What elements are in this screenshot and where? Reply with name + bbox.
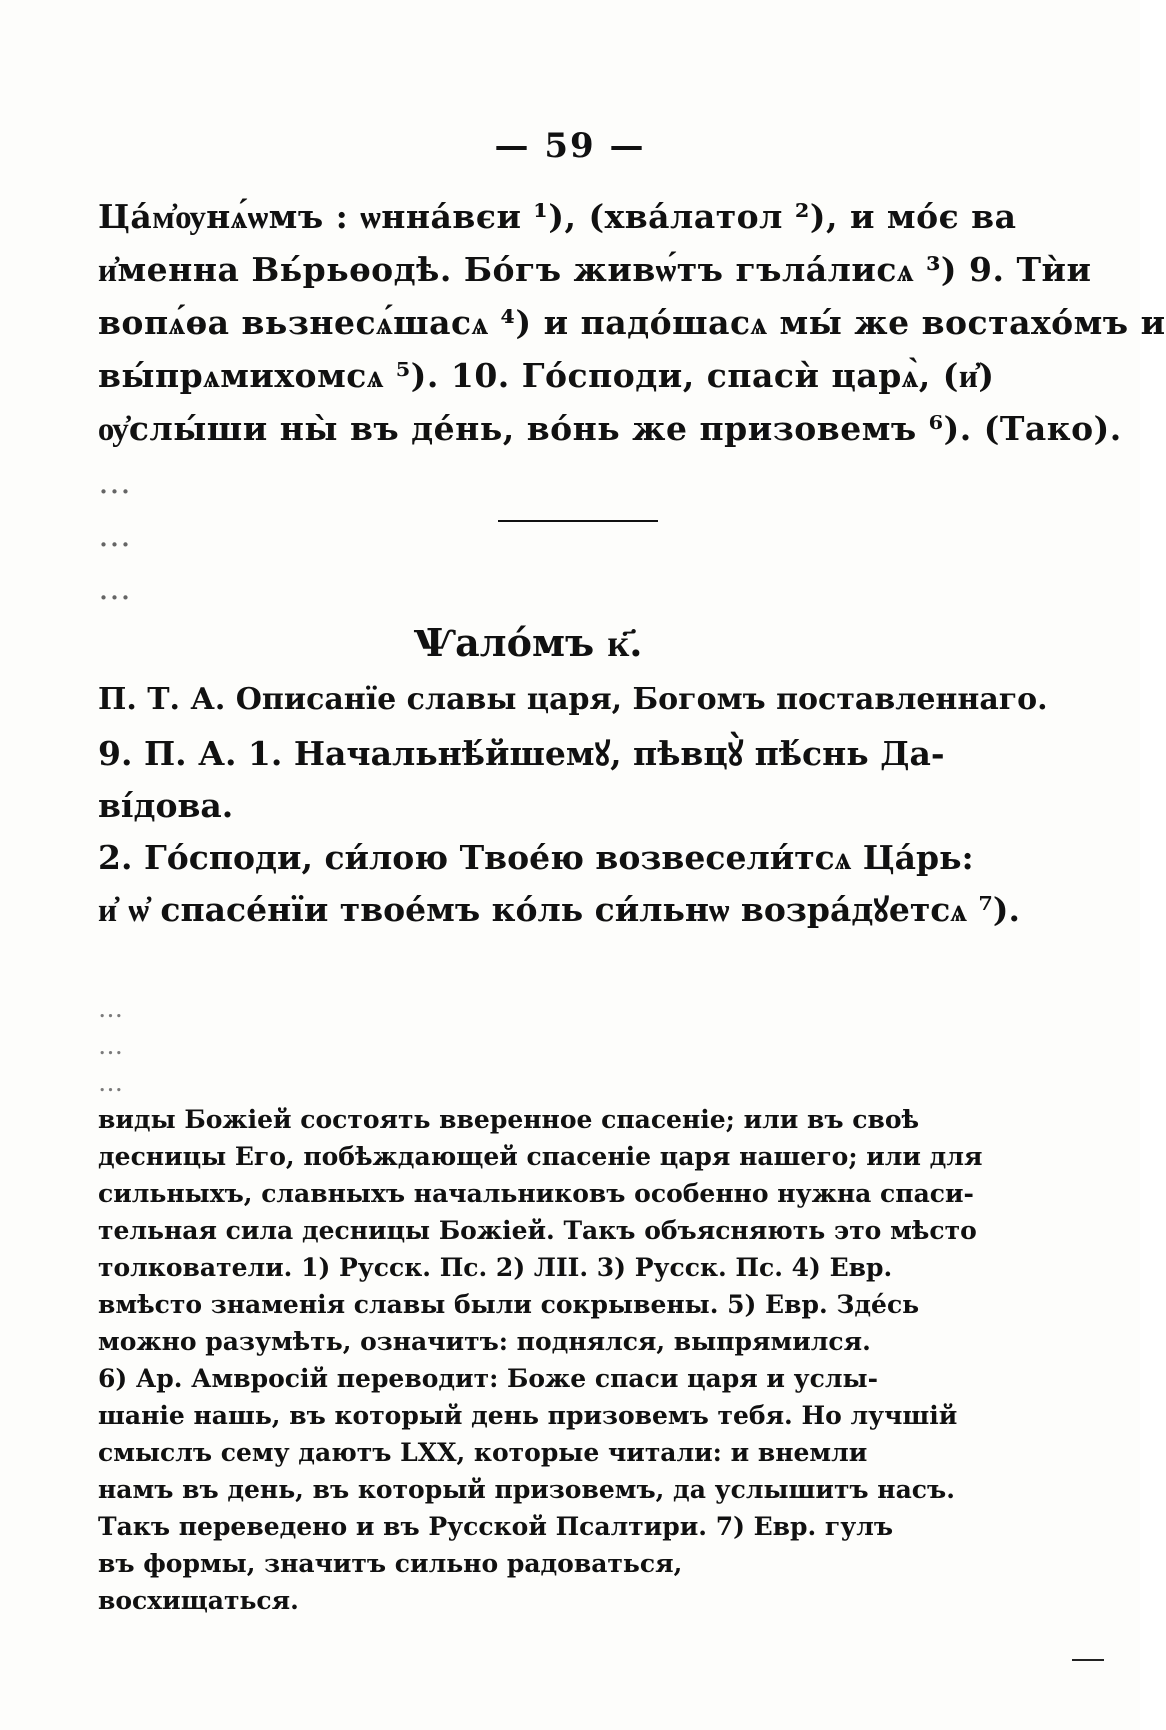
footnote-line: толкователи. 1) Русск. Пс. 2) ЛІІ. 3) Русск. Пс. 4) Евр. bbox=[98, 1253, 893, 1282]
footnote-line: Такъ переведено и въ Русской Псалтири. 7) Евр. гулъ bbox=[98, 1512, 894, 1541]
margin-mark bbox=[1072, 1659, 1104, 1661]
footnote-line: 6) Ар. Амвросій переводит: Боже спаси царя и услы- bbox=[98, 1364, 878, 1393]
text-line: ѹ҆слы́ши ны̀ въ де́нь, во́нь же призовемъ ⁶). (Тако). bbox=[98, 409, 1122, 448]
footnote-line: … bbox=[98, 994, 123, 1023]
bleed-through-line: … bbox=[98, 515, 132, 554]
verse-line: 2. Го́споди, си́лою Твое́ю возвесели́тсѧ Ца́рь: bbox=[98, 838, 974, 877]
psalm-description: П. Т. А. Описанїе славы царя, Богомъ поставленнаго. bbox=[98, 682, 1048, 717]
footnote-line: тельная сила десницы Божіей. Такъ объясняють это мѣсто bbox=[98, 1216, 977, 1245]
separator-rule bbox=[498, 520, 658, 522]
footnote-line: сильныхъ, славныхъ начальниковъ особенно нужна спаси- bbox=[98, 1179, 974, 1208]
main-text-block bbox=[98, 190, 1166, 936]
footnote-line: виды Божіей состоять вверенное спасеніе; или въ своѣ bbox=[98, 1105, 920, 1134]
verse-line: 9. П. А. 1. Начальнѣ́йшемꙋ, пѣвцꙋ̀ пѣ́снь Да- bbox=[98, 734, 945, 773]
footnote-line: смыслъ сему даютъ LXX, которые читали: и внемли bbox=[98, 1438, 868, 1467]
footnote-line: десницы Его, побѣждающей спасеніе царя нашего; или для bbox=[98, 1142, 983, 1171]
footnote-line: въ формы, значитъ сильно радоваться, bbox=[98, 1549, 683, 1578]
text-line: Ца́м҆ѹнѧ́ѡмъ : ѡнна́вєи ¹), (хва́латол ²), и мо́є ва bbox=[98, 197, 1017, 236]
page-number: — 59 — bbox=[494, 126, 646, 166]
text-line: и҆менна Вь́рьѳодѣ. Бо́гъ живѡ́тъ гъла́лисѧ ³) 9. Тѝи bbox=[98, 250, 1092, 289]
psalm-heading: Ѱало́мъ к҃. bbox=[413, 620, 643, 665]
bleed-through-line: … bbox=[98, 462, 132, 501]
footnote-line: можно разумѣть, означитъ: поднялся, выпрямился. bbox=[98, 1327, 871, 1356]
footnote-line: намъ въ день, въ который призовемъ, да услышитъ насъ. bbox=[98, 1475, 955, 1504]
footnote-line: восхищаться. bbox=[98, 1586, 299, 1615]
text-line: вопѧ́ѳа вьзнесѧ́шасѧ ⁴) и падо́шасѧ мы́ же востахо́мъ и bbox=[98, 303, 1166, 342]
footnote-line: шаніе нашь, въ который день призовемъ тебя. Но лучшій bbox=[98, 1401, 958, 1430]
verse-line: ві́дова. bbox=[98, 786, 234, 825]
footnote-line: … bbox=[98, 1068, 123, 1097]
footnote-line: … bbox=[98, 1031, 123, 1060]
bleed-through-line: … bbox=[98, 568, 132, 607]
verse-line: и҆ ѡ҆ спасе́нїи твое́мъ ко́ль си́льнѡ возра́дꙋетсѧ ⁷). bbox=[98, 890, 1020, 929]
footnote-line: вмѣсто знаменія славы были сокрывены. 5) Евр. Зде́сь bbox=[98, 1290, 920, 1319]
footnotes-block bbox=[98, 990, 983, 1619]
text-line: вы́прѧмихомсѧ ⁵). 10. Го́споди, спасѝ царѧ̀, (и҆) bbox=[98, 356, 995, 395]
